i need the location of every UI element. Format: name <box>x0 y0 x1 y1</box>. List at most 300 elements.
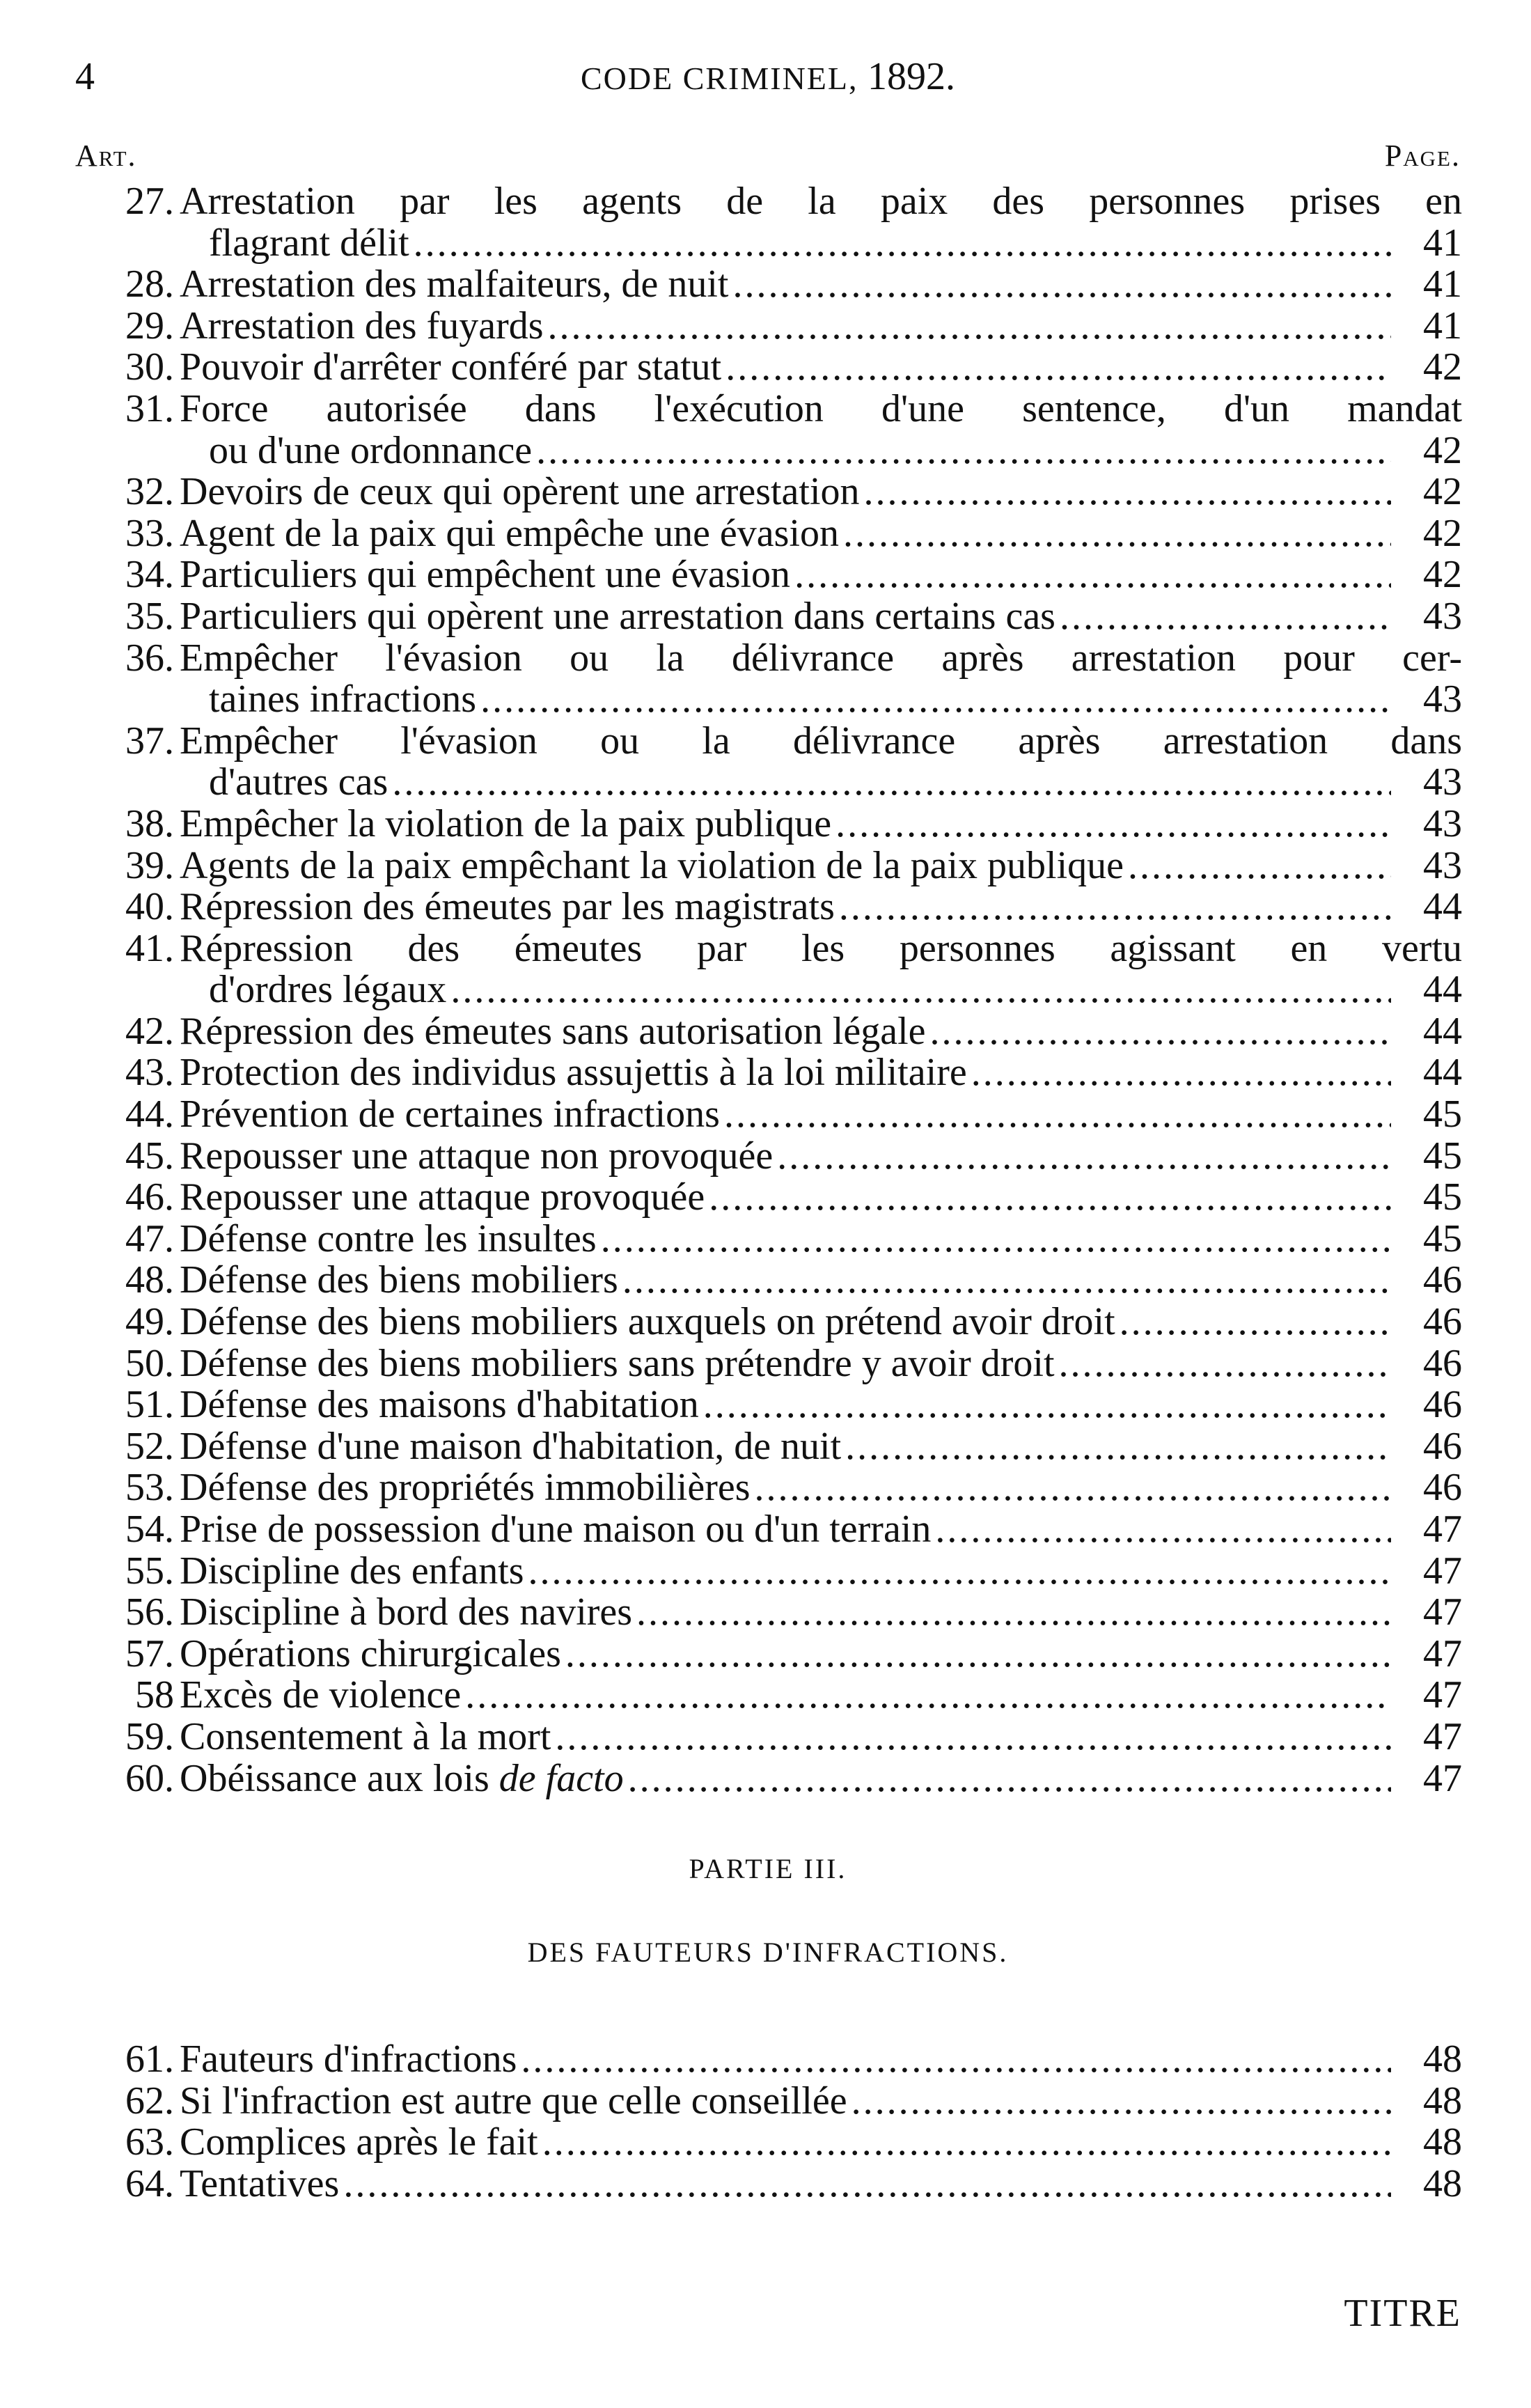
dot-leader <box>414 223 1391 265</box>
page-reference: 48 <box>1423 2120 1462 2164</box>
entry-title-text: Répression des émeutes sans autorisation légale <box>180 1009 926 1053</box>
running-title-text: CODE CRIMINEL, <box>580 61 858 96</box>
entry-title <box>180 554 790 596</box>
article-number: 41. <box>125 926 174 970</box>
entry-title <box>180 1052 967 1094</box>
toc-entry <box>77 386 1462 472</box>
entry-body <box>180 596 1462 638</box>
entry-title <box>180 1011 926 1053</box>
entry-title-text: Répression des émeutes par les magistrats <box>180 885 835 929</box>
entry-title <box>180 1426 841 1468</box>
entry-title-text: Protection des individus assujettis à la loi militaire <box>180 1051 967 1095</box>
page-reference: 44 <box>1423 1051 1462 1095</box>
entry-title <box>209 762 388 804</box>
page-reference: 43 <box>1423 594 1462 638</box>
dot-leader <box>839 886 1391 928</box>
entry-body <box>180 1634 1462 1675</box>
article-number: 53. <box>125 1466 174 1510</box>
entry-title-text: Agents de la paix empêchant la violation de la paix publique <box>180 843 1124 887</box>
entry-title-text: Prévention de certaines infractions <box>180 1093 720 1136</box>
toc-entry <box>77 471 1462 513</box>
entry-body <box>180 1384 1462 1426</box>
entry-body <box>180 1136 1462 1178</box>
article-number: 38. <box>125 802 174 845</box>
dot-leader <box>971 1052 1391 1094</box>
entry-body <box>180 264 1462 306</box>
entry-body <box>180 1260 1462 1301</box>
entry-title-text: Fauteurs d'infractions <box>180 2038 517 2081</box>
article-number: 63. <box>125 2120 174 2164</box>
entry-last-line <box>180 264 1462 306</box>
running-title-year: 1892. <box>867 55 956 98</box>
article-number: 64. <box>125 2161 174 2205</box>
entry-last-line <box>180 969 1462 1011</box>
entry-title <box>180 2039 517 2081</box>
entry-last-line <box>180 1384 1462 1426</box>
toc-entry <box>77 721 1462 804</box>
dot-leader <box>536 430 1391 472</box>
entry-title-text: Prise de possession d'une maison ou d'un terrain <box>180 1508 932 1551</box>
entry-title <box>180 886 835 928</box>
entry-body <box>180 886 1462 928</box>
page-number: 4 <box>75 55 95 98</box>
dot-leader <box>465 1675 1391 1717</box>
page-reference: 47 <box>1423 1756 1462 1800</box>
entry-title-text: Opérations chirurgicales <box>180 1632 561 1675</box>
entry-body <box>180 928 1462 1011</box>
entry-title <box>180 845 1124 887</box>
page-reference: 43 <box>1423 802 1462 845</box>
entry-title <box>180 1467 751 1509</box>
dot-leader <box>935 1509 1391 1551</box>
article-number: 29. <box>125 304 174 347</box>
entry-body <box>180 1675 1462 1717</box>
entry-title-text: Arrestation des fuyards <box>180 304 544 347</box>
article-number: 59. <box>125 1714 174 1758</box>
entry-last-line <box>180 2161 1462 2205</box>
entry-last-line <box>180 223 1462 265</box>
dot-leader <box>835 804 1391 845</box>
entry-body <box>180 1592 1462 1634</box>
entry-title <box>180 1634 561 1675</box>
dot-leader <box>555 1717 1391 1758</box>
entry-title <box>180 264 728 306</box>
entry-body <box>180 1011 1462 1053</box>
toc-entry <box>77 1177 1462 1219</box>
toc-entry <box>77 1714 1462 1758</box>
dot-leader <box>480 679 1391 721</box>
entry-last-line <box>180 804 1462 845</box>
entry-last-line <box>180 1301 1462 1343</box>
article-number: 36. <box>125 636 174 680</box>
page-reference: 43 <box>1423 843 1462 887</box>
page-reference: 46 <box>1423 1341 1462 1385</box>
entry-title-text: Repousser une attaque non provoquée <box>180 1134 774 1178</box>
entry-title-text: Agent de la paix qui empêche une évasion <box>180 511 839 555</box>
entry-title-text: flagrant délit <box>209 221 409 265</box>
toc-entry <box>77 886 1462 928</box>
entry-body <box>180 1177 1462 1219</box>
entry-last-line <box>180 1467 1462 1509</box>
entry-last-line <box>180 430 1462 472</box>
entry-last-line <box>180 306 1462 347</box>
entry-last-line <box>180 347 1462 389</box>
entry-title-text: Pouvoir d'arrêter conféré par statut <box>180 345 722 389</box>
toc-entry <box>77 1343 1462 1385</box>
entry-title-text: Défense des propriétés immobilières <box>180 1466 751 1510</box>
entry-body <box>180 554 1462 596</box>
page-reference: 46 <box>1423 1424 1462 1468</box>
entry-last-line <box>180 513 1462 555</box>
entry-last-line <box>180 2122 1462 2164</box>
article-number: 32. <box>125 470 174 514</box>
article-number: 61. <box>125 2038 174 2081</box>
article-number: 50. <box>125 1341 174 1385</box>
entry-title-text: d'ordres légaux <box>209 968 447 1012</box>
entry-title <box>209 430 532 472</box>
toc-entry <box>77 596 1462 638</box>
entry-body <box>180 1052 1462 1094</box>
toc-entry <box>77 638 1462 721</box>
entry-last-line <box>180 1343 1462 1385</box>
entry-last-line <box>180 1177 1462 1219</box>
article-number: 40. <box>125 885 174 929</box>
entry-title-text: taines infractions <box>209 678 477 721</box>
entry-title-line: Répression des émeutes par les personnes agissant en vertu <box>180 928 1462 970</box>
part-subtitle: DES FAUTEURS D'INFRACTIONS. <box>527 1937 1009 1968</box>
entry-title-text: ou d'une ordonnance <box>209 428 533 472</box>
toc-entry <box>77 804 1462 845</box>
page-reference: 44 <box>1423 885 1462 929</box>
entry-body <box>180 1219 1462 1260</box>
entry-title-text: Discipline des enfants <box>180 1549 524 1593</box>
article-number: 45. <box>125 1134 174 1178</box>
entry-last-line <box>180 886 1462 928</box>
entry-title-text: d'autres cas <box>209 760 388 804</box>
dot-leader <box>794 554 1391 596</box>
entry-title <box>180 1094 720 1136</box>
entry-body <box>180 347 1462 389</box>
toc-entry <box>77 2122 1462 2164</box>
page-reference: 42 <box>1423 470 1462 514</box>
toc-entry <box>77 845 1462 887</box>
article-number: 33. <box>125 511 174 555</box>
toc-entry <box>77 554 1462 596</box>
dot-leader <box>636 1592 1391 1634</box>
entry-title-text: Défense contre les insultes <box>180 1217 597 1260</box>
running-title <box>75 54 1461 99</box>
page-reference: 43 <box>1423 760 1462 804</box>
page-reference: 45 <box>1423 1217 1462 1260</box>
page-header <box>75 54 1461 110</box>
dot-leader <box>1059 1343 1391 1385</box>
article-number: 55. <box>125 1549 174 1593</box>
entry-title-text: Consentement à la mort <box>180 1714 551 1758</box>
article-number: 37. <box>125 719 174 763</box>
entry-last-line <box>180 1675 1462 1717</box>
article-number: 34. <box>125 553 174 597</box>
entry-title-text: Particuliers qui empêchent une évasion <box>180 553 791 597</box>
article-number: 27. <box>125 180 174 223</box>
page-reference: 47 <box>1423 1673 1462 1717</box>
entry-last-line <box>180 471 1462 513</box>
page-reference: 45 <box>1423 1134 1462 1178</box>
entry-title-text: Défense d'une maison d'habitation, de nuit <box>180 1424 842 1468</box>
entry-title <box>180 1301 1115 1343</box>
dot-leader <box>565 1634 1391 1675</box>
entry-title-text: Défense des biens mobiliers sans prétendre y avoir droit <box>180 1341 1055 1385</box>
page-reference: 41 <box>1423 304 1462 347</box>
entry-title-text: Obéissance aux lois <box>180 1756 499 1800</box>
column-heading-page: Page. <box>1384 139 1461 173</box>
article-number: 39. <box>125 843 174 887</box>
dot-leader <box>343 2164 1391 2205</box>
entry-title-text: Tentatives <box>180 2161 340 2205</box>
entry-last-line <box>180 1509 1462 1551</box>
dot-leader <box>1060 596 1391 638</box>
page-reference: 42 <box>1423 553 1462 597</box>
entry-title <box>180 306 544 347</box>
article-number: 35. <box>125 594 174 638</box>
page-reference: 46 <box>1423 1258 1462 1302</box>
page-reference: 42 <box>1423 511 1462 555</box>
entry-title <box>180 1551 524 1593</box>
entry-last-line <box>180 1551 1462 1593</box>
entry-title-text: Discipline à bord des navires <box>180 1590 633 1634</box>
page-reference: 46 <box>1423 1383 1462 1427</box>
entry-body <box>180 1301 1462 1343</box>
toc-entry <box>77 1260 1462 1301</box>
page-reference: 44 <box>1423 1009 1462 1053</box>
page-reference: 48 <box>1423 2038 1462 2081</box>
dot-leader <box>628 1758 1391 1800</box>
page-reference: 41 <box>1423 263 1462 306</box>
entry-body <box>180 804 1462 845</box>
entry-body <box>180 1426 1462 1468</box>
entry-body <box>180 471 1462 513</box>
entry-title-text: Défense des biens mobiliers <box>180 1258 618 1302</box>
entry-title <box>209 679 476 721</box>
entry-title-line: Empêcher l'évasion ou la délivrance après arrestation pour cer- <box>180 637 1462 680</box>
entry-title <box>180 804 831 845</box>
entry-last-line <box>180 762 1462 804</box>
toc-entry <box>77 1011 1462 1053</box>
toc-entry <box>77 1136 1462 1178</box>
toc-entry <box>77 2161 1462 2205</box>
toc-entry <box>77 2039 1462 2081</box>
page-reference: 47 <box>1423 1632 1462 1675</box>
entry-body <box>180 306 1462 347</box>
page-reference: 47 <box>1423 1508 1462 1551</box>
toc-entry <box>77 264 1462 306</box>
entry-title <box>180 1714 551 1758</box>
entry-title <box>180 1384 699 1426</box>
entry-title <box>180 2081 847 2122</box>
entry-body <box>180 1714 1462 1758</box>
entry-last-line <box>180 2081 1462 2122</box>
entry-last-line <box>180 2039 1462 2081</box>
article-number: 48. <box>125 1258 174 1302</box>
article-number: 52. <box>125 1424 174 1468</box>
entry-body <box>180 845 1462 887</box>
entry-title <box>180 1592 632 1634</box>
entry-last-line <box>180 845 1462 887</box>
entry-title <box>180 471 860 513</box>
page-reference: 42 <box>1423 345 1462 389</box>
entry-last-line <box>180 1136 1462 1178</box>
entry-body <box>180 181 1462 264</box>
toc-entry <box>77 1384 1462 1426</box>
page-reference: 43 <box>1423 678 1462 721</box>
article-number: 46. <box>125 1175 174 1219</box>
dot-leader <box>1128 845 1391 887</box>
toc-entry <box>77 1426 1462 1468</box>
entry-title-italic: de facto <box>498 1756 624 1800</box>
toc-entry <box>77 1551 1462 1593</box>
dot-leader <box>755 1467 1391 1509</box>
entry-title <box>180 1675 461 1717</box>
entry-title <box>180 1219 597 1260</box>
article-number: 58 <box>135 1673 174 1717</box>
entry-title <box>180 1758 624 1800</box>
toc-entry <box>77 1509 1462 1551</box>
toc-entry <box>77 2081 1462 2122</box>
page-reference: 48 <box>1423 2079 1462 2122</box>
dot-leader <box>709 1177 1391 1219</box>
entry-title-text: Repousser une attaque provoquée <box>180 1175 705 1219</box>
entry-body <box>180 721 1462 804</box>
toc-entry <box>77 1094 1462 1136</box>
page-reference: 41 <box>1423 221 1462 265</box>
page-reference: 42 <box>1423 428 1462 472</box>
entry-title-text: Devoirs de ceux qui opèrent une arrestation <box>180 470 860 514</box>
entry-last-line <box>180 1634 1462 1675</box>
entry-title <box>180 513 839 555</box>
entry-last-line <box>180 1758 1462 1800</box>
dot-leader <box>851 2081 1391 2122</box>
entry-title-text: Défense des maisons d'habitation <box>180 1383 699 1427</box>
entry-title <box>180 1509 931 1551</box>
page-reference: 45 <box>1423 1093 1462 1136</box>
entry-body <box>180 1509 1462 1551</box>
entry-last-line <box>180 1426 1462 1468</box>
dot-leader <box>392 762 1391 804</box>
dot-leader <box>703 1384 1391 1426</box>
dot-leader <box>548 306 1391 347</box>
toc-entry <box>77 1052 1462 1094</box>
entry-last-line <box>180 1094 1462 1136</box>
article-number: 42. <box>125 1009 174 1053</box>
entry-body <box>180 1094 1462 1136</box>
toc-entry <box>77 1219 1462 1260</box>
table-of-contents-part-3 <box>77 2039 1462 2205</box>
dot-leader <box>601 1219 1391 1260</box>
entry-title-line: Arrestation par les agents de la paix des personnes prises en <box>180 181 1462 223</box>
dot-leader <box>1120 1301 1391 1343</box>
dot-leader <box>725 347 1391 389</box>
entry-body <box>180 1467 1462 1509</box>
entry-title <box>180 1260 618 1301</box>
page-reference: 47 <box>1423 1590 1462 1634</box>
entry-title <box>180 596 1055 638</box>
entry-last-line <box>180 554 1462 596</box>
article-number: 60. <box>125 1756 174 1800</box>
dot-leader <box>930 1011 1392 1053</box>
entry-title <box>209 223 409 265</box>
entry-last-line <box>180 679 1462 721</box>
entry-title-text: Arrestation des malfaiteurs, de nuit <box>180 263 729 306</box>
toc-entry <box>77 1301 1462 1343</box>
entry-body <box>180 2081 1462 2122</box>
entry-body <box>180 638 1462 721</box>
article-number: 47. <box>125 1217 174 1260</box>
entry-last-line <box>180 1011 1462 1053</box>
entry-title-line: Force autorisée dans l'exécution d'une sentence, d'un mandat <box>180 388 1462 430</box>
toc-entry <box>77 306 1462 347</box>
toc-entry <box>77 1634 1462 1675</box>
entry-title <box>180 347 721 389</box>
entry-body <box>180 389 1462 471</box>
entry-last-line <box>180 1714 1462 1758</box>
article-number: 54. <box>125 1508 174 1551</box>
dot-leader <box>622 1260 1391 1301</box>
entry-body <box>180 2161 1462 2205</box>
dot-leader <box>864 471 1391 513</box>
toc-entry <box>77 1467 1462 1509</box>
page-reference: 47 <box>1423 1549 1462 1593</box>
entry-body <box>180 1758 1462 1800</box>
entry-title <box>209 969 446 1011</box>
entry-title <box>180 2122 538 2164</box>
entry-title-line: Empêcher l'évasion ou la délivrance après arrestation dans <box>180 720 1462 763</box>
entry-title-text: Complices après le fait <box>180 2120 538 2164</box>
entry-body <box>180 2122 1462 2164</box>
entry-last-line <box>180 1052 1462 1094</box>
toc-entry <box>77 513 1462 555</box>
column-headings <box>75 138 1461 187</box>
article-number: 56. <box>125 1590 174 1634</box>
entry-last-line <box>180 596 1462 638</box>
toc-entry <box>77 1758 1462 1800</box>
article-number: 62. <box>125 2079 174 2122</box>
entry-body <box>180 513 1462 555</box>
article-number: 30. <box>125 345 174 389</box>
toc-entry <box>77 181 1462 264</box>
article-number: 43. <box>125 1051 174 1095</box>
catchword: TITRE <box>1344 2292 1461 2335</box>
page-reference: 44 <box>1423 968 1462 1012</box>
entry-title-text: Défense des biens mobiliers auxquels on prétend avoir droit <box>180 1300 1115 1344</box>
article-number: 31. <box>125 386 174 430</box>
dot-leader <box>843 513 1391 555</box>
article-number: 49. <box>125 1300 174 1344</box>
entry-last-line <box>180 1260 1462 1301</box>
entry-title-text: Particuliers qui opèrent une arrestation dans certains cas <box>180 594 1055 638</box>
entry-title <box>180 1343 1055 1385</box>
toc-entry <box>77 1592 1462 1634</box>
entry-body <box>180 2039 1462 2081</box>
entry-last-line <box>180 1592 1462 1634</box>
dot-leader <box>724 1094 1391 1136</box>
dot-leader <box>732 264 1391 306</box>
article-number: 28. <box>125 263 174 306</box>
toc-entry <box>77 1675 1462 1717</box>
dot-leader <box>521 2039 1391 2081</box>
toc-entry <box>77 928 1462 1011</box>
part-title: PARTIE III. <box>689 1853 847 1884</box>
toc-entry <box>77 347 1462 389</box>
column-heading-art: Art. <box>75 139 137 173</box>
